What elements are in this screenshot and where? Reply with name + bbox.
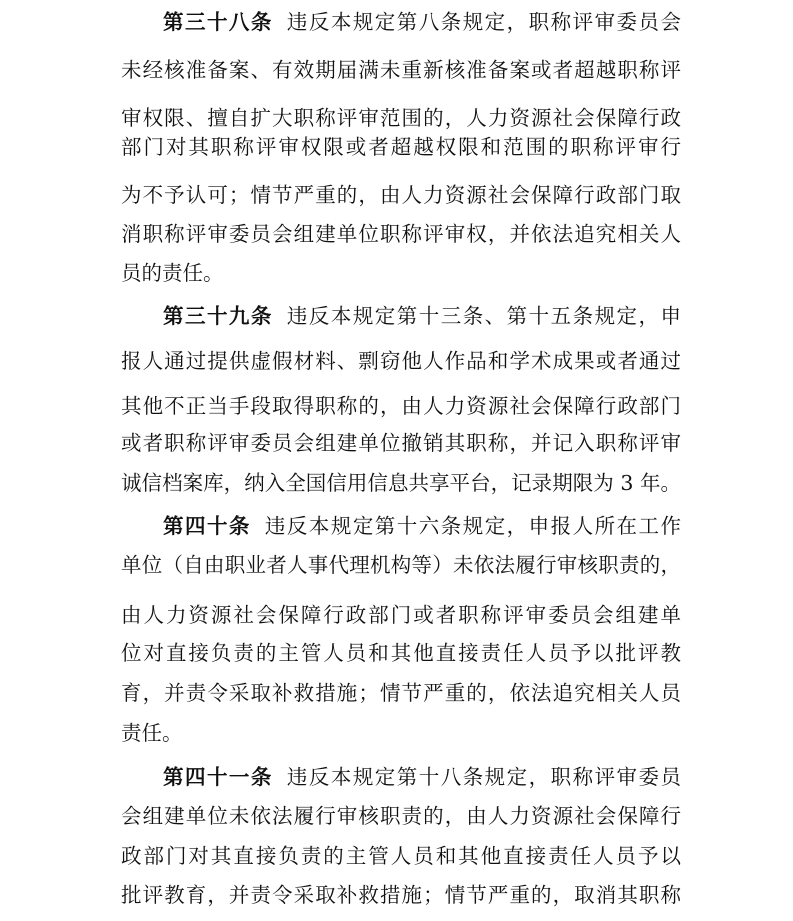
article-39-heading: 第三十九条	[163, 304, 273, 328]
article-40-line-2: 单位（自由职业者人事代理机构等）未依法履行审核职责的，	[121, 553, 681, 577]
article-38-line-6: 消职称评审委员会组建单位职称评审权，并依法追究相关人	[121, 222, 681, 246]
article-40-line-3: 由人力资源社会保障行政部门或者职称评审委员会组建单	[121, 603, 681, 627]
article-41-heading: 第四十一条	[163, 765, 273, 789]
article-38-line-4: 部门对其职称评审权限或者超越权限和范围的职称评审行	[121, 135, 681, 159]
article-39-line-3: 其他不正当手段取得职称的，由人力资源社会保障行政部门	[121, 394, 681, 418]
article-38-line-7: 员的责任。	[121, 261, 224, 285]
article-41-line-1	[121, 762, 681, 792]
article-41-text-1: 违反本规定第十八条规定，职称评审委员	[286, 765, 682, 789]
article-41-line-4: 批评教育，并责令采取补救措施；情节严重的，取消其职称	[121, 883, 681, 907]
article-40-line-1	[121, 511, 681, 541]
article-40-text-1: 违反本规定第十六条规定，申报人所在工作	[264, 514, 682, 538]
article-40-line-4: 位对直接负责的主管人员和其他直接责任人员予以批评教	[121, 641, 681, 665]
article-40-heading: 第四十条	[163, 514, 251, 538]
article-38-line-5: 为不予认可；情节严重的，由人力资源社会保障行政部门取	[121, 183, 681, 207]
article-38-line-2: 未经核准备案、有效期届满未重新核准备案或者超越职称评	[121, 58, 681, 82]
article-40-line-5: 育，并责令采取补救措施；情节严重的，依法追究相关人员	[121, 681, 681, 705]
article-38-text-1: 违反本规定第八条规定，职称评审委员会	[286, 10, 682, 34]
article-39-line-2: 报人通过提供虚假材料、剽窃他人作品和学术成果或者通过	[121, 349, 681, 373]
article-38-line-3: 审权限、擅自扩大职称评审范围的，人力资源社会保障行政	[121, 106, 681, 130]
article-41-line-3: 政部门对其直接负责的主管人员和其他直接责任人员予以	[121, 844, 681, 868]
article-39-line-5: 诚信档案库，纳入全国信用信息共享平台，记录期限为 3 年。	[121, 471, 681, 495]
article-39-line-4: 或者职称评审委员会组建单位撤销其职称，并记入职称评审	[121, 431, 681, 455]
article-38-heading: 第三十八条	[163, 10, 273, 34]
article-38-line-1	[121, 7, 681, 37]
article-39-line-1	[121, 301, 681, 331]
article-40-line-6: 责任。	[121, 721, 183, 745]
article-39-text-1: 违反本规定第十三条、第十五条规定，申	[286, 304, 682, 328]
article-41-line-2: 会组建单位未依法履行审核职责的，由人力资源社会保障行	[121, 804, 681, 828]
